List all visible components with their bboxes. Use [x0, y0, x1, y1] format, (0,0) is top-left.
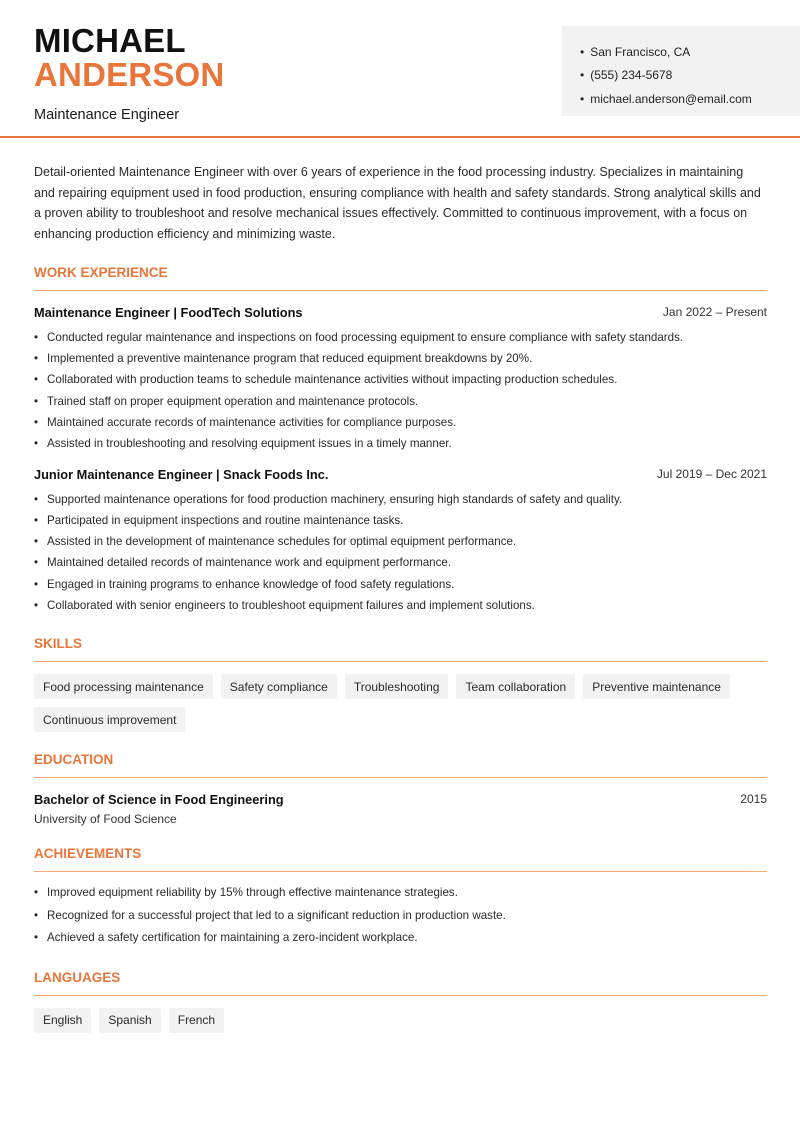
achievements-list	[34, 882, 767, 950]
skill-chip: Troubleshooting	[345, 674, 449, 699]
list-item: • Assisted in troubleshooting and resolving equipment issues in a timely manner.	[34, 433, 767, 454]
list-item: • Improved equipment reliability by 15% through effective maintenance strategies.	[34, 882, 767, 905]
job-header	[34, 305, 767, 320]
bullet-icon: •	[580, 68, 585, 83]
section-title-achievements: ACHIEVEMENTS	[34, 846, 767, 872]
list-item: • Trained staff on proper equipment operation and maintenance protocols.	[34, 391, 767, 412]
list-item: • Maintained accurate records of maintenance activities for compliance purposes.	[34, 412, 767, 433]
section-title-languages: LANGUAGES	[34, 970, 767, 996]
list-item: • Collaborated with senior engineers to troubleshoot equipment failures and implement solutions.	[34, 595, 767, 616]
name-block	[34, 24, 224, 123]
education-school: University of Food Science	[34, 812, 177, 827]
job-bullets	[34, 327, 767, 455]
list-item: • Engaged in training programs to enhance knowledge of food safety regulations.	[34, 574, 767, 595]
section-title-education: EDUCATION	[34, 752, 767, 778]
contact-location-text: San Francisco, CA	[590, 44, 691, 59]
resume-content	[34, 162, 767, 1033]
contact-location	[580, 40, 800, 64]
contact-phone	[580, 64, 800, 88]
language-chip: English	[34, 1008, 91, 1033]
list-item: • Collaborated with production teams to schedule maintenance activities without impacting production schedules.	[34, 369, 767, 390]
languages-list	[34, 1008, 767, 1033]
education-year: 2015	[740, 792, 767, 807]
skill-chip: Food processing maintenance	[34, 674, 213, 699]
job-title: Maintenance Engineer	[34, 107, 180, 123]
education-row	[34, 792, 767, 807]
list-item: • Participated in equipment inspections and routine maintenance tasks.	[34, 510, 767, 531]
contact-email	[580, 87, 800, 111]
list-item: • Maintained detailed records of maintenance work and equipment performance.	[34, 552, 767, 573]
education-degree: Bachelor of Science in Food Engineering	[34, 792, 284, 808]
job-header	[34, 467, 767, 482]
language-chip: Spanish	[99, 1008, 160, 1033]
skill-chip: Preventive maintenance	[583, 674, 730, 699]
job-date: Jul 2019 – Dec 2021	[656, 467, 767, 482]
skill-chip: Continuous improvement	[34, 707, 185, 732]
resume-header	[0, 0, 800, 138]
section-title-work: WORK EXPERIENCE	[34, 265, 767, 291]
skills-list	[34, 674, 767, 732]
contact-email-text: michael.anderson@email.com	[590, 91, 752, 106]
list-item: • Supported maintenance operations for food production machinery, ensuring high standards of safety and quality.	[34, 489, 767, 510]
skill-chip: Team collaboration	[456, 674, 575, 699]
section-title-skills: SKILLS	[34, 636, 767, 662]
job-date: Jan 2022 – Present	[662, 305, 767, 320]
list-item: • Assisted in the development of maintenance schedules for optimal equipment performance.	[34, 531, 767, 552]
contact-box	[562, 26, 800, 116]
job-role: Maintenance Engineer | FoodTech Solutions	[34, 304, 303, 320]
job-role: Junior Maintenance Engineer | Snack Foods Inc.	[34, 466, 329, 482]
skill-chip: Safety compliance	[221, 674, 337, 699]
job-bullets	[34, 489, 767, 617]
contact-phone-text: (555) 234-5678	[590, 68, 673, 83]
bullet-icon: •	[580, 44, 585, 59]
list-item: • Achieved a safety certification for maintaining a zero-incident workplace.	[34, 927, 767, 950]
summary: Detail-oriented Maintenance Engineer with over 6 years of experience in the food processing industry. Specializes in maintaining and repairing equipment used in food production, ensuring compliance with health and safety standards. Strong analytical skills and a proven ability to troubleshoot and resolve mechanical issues effectively. Committed to continuous improvement, with a focus on enhancing production efficiency and minimizing waste.	[34, 165, 761, 242]
language-chip: French	[169, 1008, 224, 1033]
last-name: ANDERSON	[34, 56, 225, 93]
first-name: MICHAEL	[34, 22, 186, 59]
list-item: • Implemented a preventive maintenance program that reduced equipment breakdowns by 20%.	[34, 348, 767, 369]
list-item: • Recognized for a successful project that led to a significant reduction in production waste.	[34, 905, 767, 928]
list-item: • Conducted regular maintenance and inspections on food processing equipment to ensure compliance with safety standards.	[34, 327, 767, 348]
bullet-icon: •	[580, 91, 585, 106]
